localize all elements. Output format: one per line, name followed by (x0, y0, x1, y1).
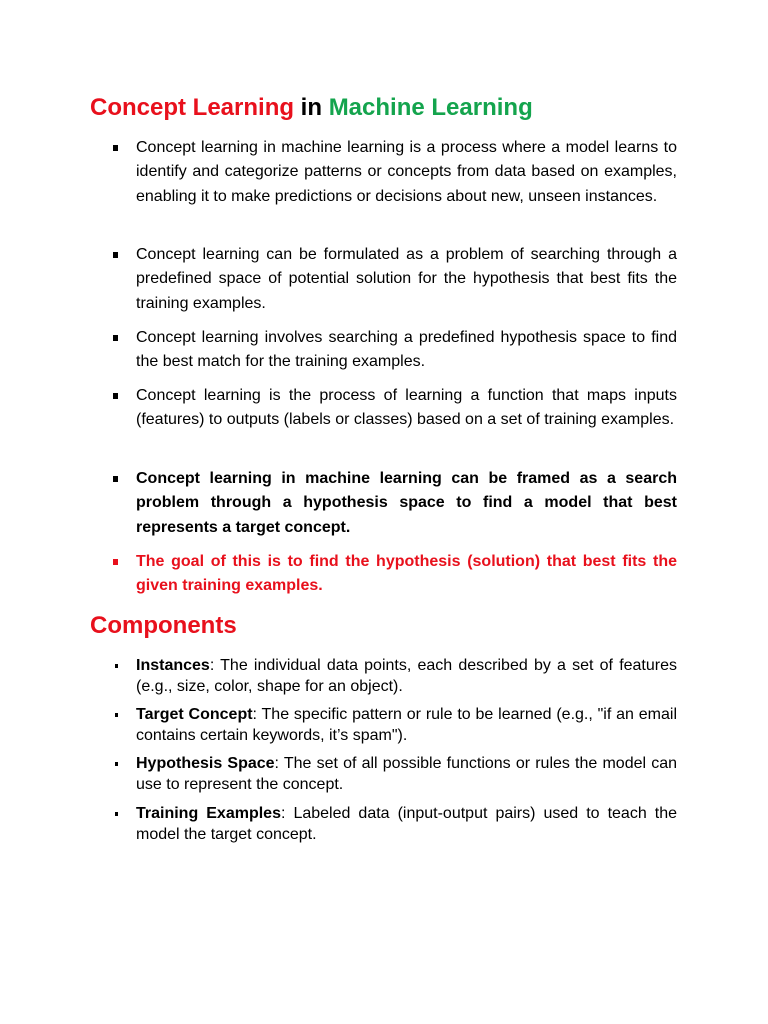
small-square-bullet-icon (115, 713, 118, 717)
intro-bullet-item (136, 326, 677, 375)
intro-bullet-item (136, 243, 677, 316)
component-description: : The specific pattern or rule to be learned (e.g., "if an email contains certain keywords, it’s spam"). (136, 706, 678, 744)
intro-bullet-item (136, 136, 677, 209)
bullet-text: The goal of this is to find the hypothesis (solution) that best fits the given training examples. (136, 553, 677, 595)
small-square-bullet-icon (115, 664, 118, 668)
title-connector: in (294, 94, 329, 121)
component-term: Hypothesis Space (136, 755, 275, 772)
intro-bullet-item-goal (136, 550, 677, 599)
square-bullet-icon (113, 335, 118, 341)
bullet-text: Concept learning can be formulated as a problem of searching through a predefined space of potential solution for the hypothesis that best fits the training examples. (136, 246, 677, 312)
page-title (90, 92, 533, 124)
component-term: Instances (136, 657, 210, 674)
square-bullet-icon (113, 145, 118, 151)
bullet-text: Concept learning in machine learning can be framed as a search problem through a hypothesis space to find a model that best represents a target concept. (136, 470, 677, 536)
bullet-text: Concept learning involves searching a predefined hypothesis space to find the best match for the training examples. (136, 329, 677, 371)
bullet-text: Concept learning is the process of learning a function that maps inputs (features) to outputs (labels or classes) based on a set of training examples. (136, 387, 677, 429)
square-bullet-icon (113, 393, 118, 399)
bullet-text: Concept learning in machine learning is a process where a model learns to identify and categorize patterns or concepts from data based on examples, enabling it to make predictions or decisions about new, unseen instances. (136, 139, 677, 205)
component-description: : Labeled data (input-output pairs) used to teach the model the target concept. (136, 805, 677, 843)
square-bullet-icon (113, 252, 118, 258)
title-concept-learning: Concept Learning (90, 94, 295, 121)
intro-bullet-item (136, 384, 677, 433)
small-square-bullet-icon (115, 762, 118, 766)
components-heading: Components (90, 612, 237, 639)
small-square-bullet-icon (115, 812, 118, 816)
component-description: : The set of all possible functions or rules the model can use to represent the concept. (136, 755, 677, 793)
component-item-hypothesis-space (136, 753, 677, 795)
square-bullet-icon (113, 559, 118, 565)
title-machine-learning: Machine Learning (328, 94, 533, 121)
component-description: : The individual data points, each described by a set of features (e.g., size, color, shape for an object). (136, 657, 677, 695)
intro-bullet-item-bold (136, 467, 677, 540)
component-term: Target Concept (136, 706, 253, 723)
component-item-instances (136, 655, 677, 697)
component-item-target-concept (136, 704, 677, 746)
component-term: Training Examples (136, 805, 281, 822)
component-item-training-examples (136, 803, 677, 845)
square-bullet-icon (113, 476, 118, 482)
